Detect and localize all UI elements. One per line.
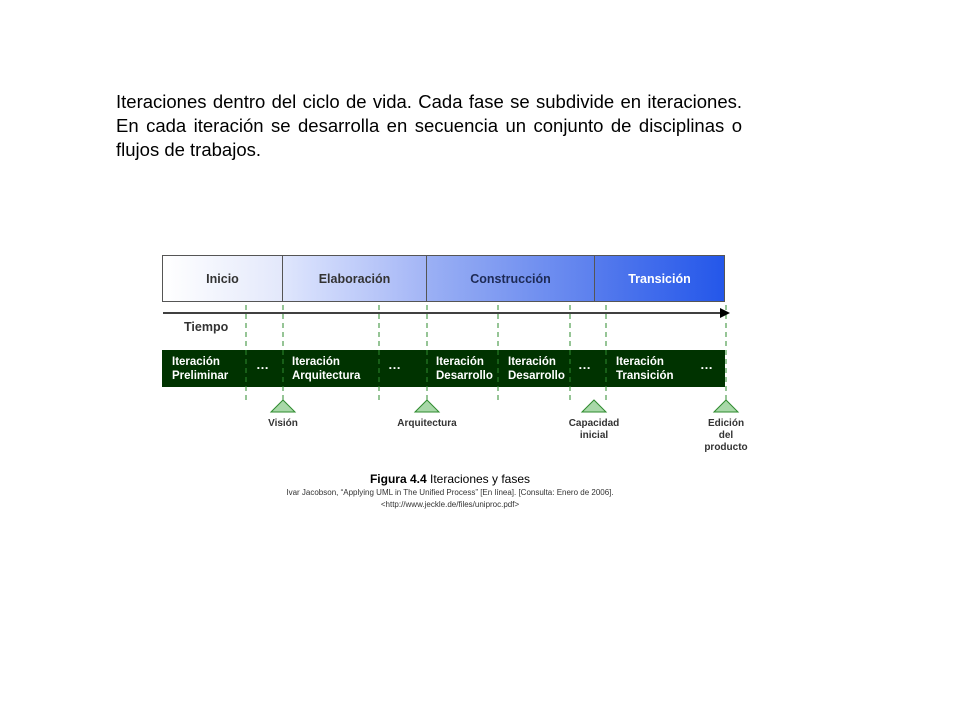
milestone-capacidad-label: Capacidad inicial <box>568 418 620 441</box>
phase-transicion: Transición <box>595 256 724 301</box>
figure-source-line1: Ivar Jacobson, “Applying UML in The Unified Process” [En línea]. [Consulta: Enero de 2006]. <box>286 488 614 497</box>
iteration-transicion: Iteración Transición <box>616 356 674 382</box>
iteration-ellipsis: … <box>388 357 401 372</box>
figure-caption <box>0 472 900 486</box>
milestone-vision-label: Visión <box>268 418 298 429</box>
intro-paragraph: Iteraciones dentro del ciclo de vida. Cada fase se subdivide en iteraciones. En cada iteración se desarrolla en secuencia un conjunto de disciplinas o flujos de trabajos. <box>116 91 742 160</box>
milestone-arquitectura-triangle-icon <box>415 400 439 412</box>
phase-construccion: Construcción <box>427 256 595 301</box>
figure-title: Iteraciones y fases <box>429 472 531 486</box>
milestone-arquitectura-label: Arquitectura <box>397 418 457 429</box>
iteration-ellipsis: … <box>256 357 269 372</box>
dashed-separators <box>246 305 726 400</box>
iteration-desarrollo: Iteración Desarrollo <box>436 356 493 382</box>
phase-elaboracion: Elaboración <box>283 256 427 301</box>
iteration-arquitectura: Iteración Arquitectura <box>292 356 361 382</box>
milestone-capacidad-triangle-icon <box>582 400 606 412</box>
time-arrow <box>163 308 730 318</box>
arrow-head-icon <box>720 308 730 318</box>
figure-number: Figura 4.4 <box>369 472 427 486</box>
milestone-triangles <box>271 400 738 412</box>
iteration-ellipsis: … <box>578 357 591 372</box>
phase-inicio: Inicio <box>163 256 283 301</box>
iteration-preliminar: Iteración Preliminar <box>172 356 229 382</box>
iteration-desarrollo: Iteración Desarrollo <box>508 356 565 382</box>
milestone-edicion-triangle-icon <box>714 400 738 412</box>
iteration-ellipsis: … <box>700 357 713 372</box>
milestone-vision-triangle-icon <box>271 400 295 412</box>
figure-source-line2: <http://www.jeckle.de/files/uniproc.pdf> <box>380 500 520 509</box>
milestone-edicion-label: Edición del producto <box>704 418 748 453</box>
time-label: Tiempo <box>184 320 229 334</box>
